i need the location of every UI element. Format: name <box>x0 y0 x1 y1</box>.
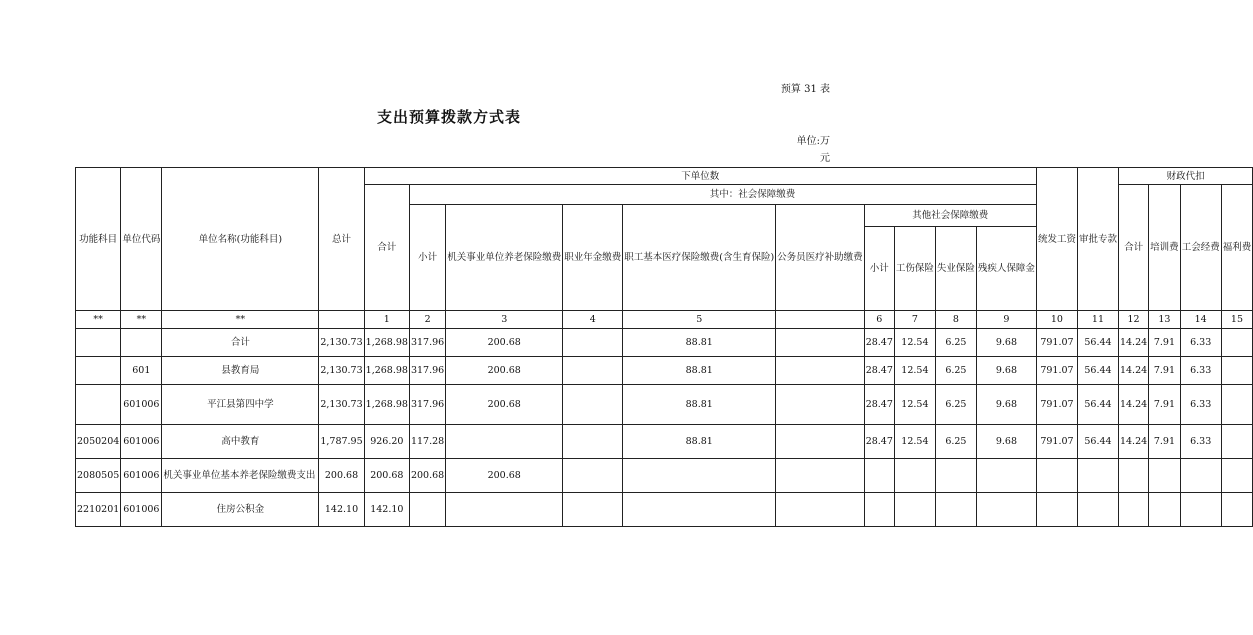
value-cell: 9.68 <box>976 425 1036 459</box>
code-cell: 601 <box>121 357 162 385</box>
func-cell <box>76 329 121 357</box>
index-cell: 3 <box>446 311 563 329</box>
value-cell <box>976 493 1036 527</box>
index-cell: 10 <box>1036 311 1077 329</box>
value-cell: 28.47 <box>864 329 894 357</box>
value-cell <box>776 425 865 459</box>
value-cell: 28.47 <box>864 357 894 385</box>
table-number: 预算 31 表 <box>780 84 830 95</box>
col-training: 培训费 <box>1149 185 1181 311</box>
value-cell: 926.20 <box>364 425 409 459</box>
value-cell: 7.91 <box>1149 357 1181 385</box>
col-welfare: 福利费 <box>1221 185 1253 311</box>
value-cell: 14.24 <box>1118 385 1148 425</box>
value-cell <box>1077 459 1118 493</box>
value-cell: 200.68 <box>409 459 445 493</box>
index-cell: 2 <box>409 311 445 329</box>
index-cell: 4 <box>563 311 623 329</box>
value-cell <box>1077 493 1118 527</box>
value-cell: 6.33 <box>1180 357 1221 385</box>
name-cell: 高中教育 <box>162 425 319 459</box>
value-cell: 9.68 <box>976 385 1036 425</box>
col-injury: 工伤保险 <box>894 227 935 311</box>
value-cell: 12.54 <box>894 385 935 425</box>
value-cell <box>409 493 445 527</box>
value-cell <box>623 493 776 527</box>
value-cell <box>894 459 935 493</box>
value-cell: 14.24 <box>1118 329 1148 357</box>
value-cell: 791.07 <box>1036 329 1077 357</box>
name-cell: 机关事业单位基本养老保险缴费支出 <box>162 459 319 493</box>
value-cell: 317.96 <box>409 329 445 357</box>
func-cell <box>76 357 121 385</box>
col-group-social: 其中：社会保障缴费 <box>409 185 1036 205</box>
value-cell: 200.68 <box>446 357 563 385</box>
code-cell <box>121 329 162 357</box>
value-cell: 88.81 <box>623 385 776 425</box>
col-subtotal-all: 合计 <box>364 185 409 311</box>
value-cell <box>864 493 894 527</box>
value-cell <box>1036 493 1077 527</box>
value-cell: 56.44 <box>1077 329 1118 357</box>
value-cell: 7.91 <box>1149 329 1181 357</box>
index-cell: 8 <box>935 311 976 329</box>
name-cell: 住房公积金 <box>162 493 319 527</box>
value-cell: 142.10 <box>364 493 409 527</box>
index-cell: 5 <box>623 311 776 329</box>
value-cell: 9.68 <box>976 357 1036 385</box>
value-cell <box>864 459 894 493</box>
index-cell: 11 <box>1077 311 1118 329</box>
index-cell: ** <box>162 311 319 329</box>
value-cell <box>623 459 776 493</box>
value-cell: 7.91 <box>1149 385 1181 425</box>
unit-label-line1: 单位:万 <box>796 136 830 147</box>
col-group-other-social: 其他社会保障缴费 <box>864 205 1036 227</box>
index-cell: 12 <box>1118 311 1148 329</box>
table-row <box>76 425 1253 459</box>
value-cell <box>563 459 623 493</box>
value-cell: 317.96 <box>409 385 445 425</box>
total-cell: 2,130.73 <box>319 329 364 357</box>
value-cell <box>776 329 865 357</box>
value-cell: 7.91 <box>1149 425 1181 459</box>
value-cell <box>1221 493 1253 527</box>
value-cell <box>446 425 563 459</box>
value-cell <box>1180 459 1221 493</box>
value-cell <box>935 459 976 493</box>
value-cell: 200.68 <box>446 329 563 357</box>
index-row <box>76 311 1253 329</box>
value-cell <box>935 493 976 527</box>
value-cell: 6.25 <box>935 329 976 357</box>
value-cell <box>976 459 1036 493</box>
col-total: 总计 <box>319 168 364 311</box>
value-cell: 12.54 <box>894 329 935 357</box>
value-cell: 1,268.98 <box>364 329 409 357</box>
col-unemployment: 失业保险 <box>935 227 976 311</box>
page-title: 支出预算拨款方式表 <box>376 108 521 126</box>
value-cell: 6.25 <box>935 425 976 459</box>
col-salary: 统发工资 <box>1036 168 1077 311</box>
unit-label <box>780 133 830 167</box>
value-cell: 117.28 <box>409 425 445 459</box>
value-cell <box>776 493 865 527</box>
value-cell: 791.07 <box>1036 385 1077 425</box>
value-cell <box>1118 459 1148 493</box>
value-cell: 88.81 <box>623 357 776 385</box>
value-cell: 28.47 <box>864 425 894 459</box>
value-cell <box>776 385 865 425</box>
value-cell <box>563 385 623 425</box>
code-cell: 601006 <box>121 385 162 425</box>
value-cell <box>563 329 623 357</box>
value-cell: 200.68 <box>446 459 563 493</box>
index-cell <box>319 311 364 329</box>
value-cell: 6.33 <box>1180 425 1221 459</box>
budget-table <box>75 167 1253 527</box>
name-cell: 合计 <box>162 329 319 357</box>
col-union: 工会经费 <box>1180 185 1221 311</box>
value-cell: 6.33 <box>1180 329 1221 357</box>
index-cell: 9 <box>976 311 1036 329</box>
col-other-subtotal: 小计 <box>864 227 894 311</box>
table-row <box>76 459 1253 493</box>
index-cell: ** <box>121 311 162 329</box>
value-cell <box>1221 329 1253 357</box>
value-cell: 6.25 <box>935 385 976 425</box>
col-unit-name: 单位名称(功能科目) <box>162 168 319 311</box>
value-cell <box>1036 459 1077 493</box>
code-cell: 601006 <box>121 425 162 459</box>
name-cell: 平江县第四中学 <box>162 385 319 425</box>
total-cell: 142.10 <box>319 493 364 527</box>
col-annuity: 职业年金缴费 <box>563 205 623 311</box>
value-cell: 1,268.98 <box>364 357 409 385</box>
index-cell: 15 <box>1221 311 1253 329</box>
value-cell: 6.33 <box>1180 385 1221 425</box>
value-cell <box>1221 357 1253 385</box>
total-cell: 200.68 <box>319 459 364 493</box>
col-pension: 机关事业单位养老保险缴费 <box>446 205 563 311</box>
value-cell <box>1149 493 1181 527</box>
value-cell: 28.47 <box>864 385 894 425</box>
value-cell <box>1149 459 1181 493</box>
value-cell <box>894 493 935 527</box>
table-row <box>76 493 1253 527</box>
name-cell: 县教育局 <box>162 357 319 385</box>
value-cell <box>1180 493 1221 527</box>
value-cell <box>563 425 623 459</box>
value-cell <box>1221 459 1253 493</box>
total-cell: 2,130.73 <box>319 385 364 425</box>
index-cell: 6 <box>864 311 894 329</box>
col-civil-medical: 公务员医疗补助缴费 <box>776 205 865 311</box>
index-cell <box>776 311 865 329</box>
index-cell: ** <box>76 311 121 329</box>
value-cell <box>563 493 623 527</box>
index-cell: 14 <box>1180 311 1221 329</box>
table-row <box>76 329 1253 357</box>
value-cell <box>1221 425 1253 459</box>
total-cell: 1,787.95 <box>319 425 364 459</box>
value-cell <box>1118 493 1148 527</box>
col-disability: 残疾人保障金 <box>976 227 1036 311</box>
value-cell <box>563 357 623 385</box>
index-cell: 7 <box>894 311 935 329</box>
col-medical: 职工基本医疗保险缴费(含生育保险) <box>623 205 776 311</box>
value-cell: 14.24 <box>1118 357 1148 385</box>
value-cell: 200.68 <box>446 385 563 425</box>
value-cell: 791.07 <box>1036 357 1077 385</box>
code-cell: 601006 <box>121 459 162 493</box>
func-cell: 2210201 <box>76 493 121 527</box>
col-special: 审批专款 <box>1077 168 1118 311</box>
value-cell: 9.68 <box>976 329 1036 357</box>
func-cell: 2080505 <box>76 459 121 493</box>
code-cell: 601006 <box>121 493 162 527</box>
value-cell: 12.54 <box>894 357 935 385</box>
value-cell: 12.54 <box>894 425 935 459</box>
value-cell: 88.81 <box>623 425 776 459</box>
col-group-fiscal: 财政代扣 <box>1118 168 1252 185</box>
unit-label-line2: 元 <box>820 153 830 164</box>
col-group-subordinate: 下单位数 <box>364 168 1036 185</box>
col-unit-code: 单位代码 <box>121 168 162 311</box>
index-cell: 13 <box>1149 311 1181 329</box>
value-cell <box>776 459 865 493</box>
value-cell: 56.44 <box>1077 357 1118 385</box>
value-cell <box>776 357 865 385</box>
value-cell <box>446 493 563 527</box>
total-cell: 2,130.73 <box>319 357 364 385</box>
index-cell: 1 <box>364 311 409 329</box>
func-cell <box>76 385 121 425</box>
value-cell: 317.96 <box>409 357 445 385</box>
value-cell <box>1221 385 1253 425</box>
value-cell: 1,268.98 <box>364 385 409 425</box>
value-cell: 200.68 <box>364 459 409 493</box>
col-func-subject: 功能科目 <box>76 168 121 311</box>
col-ss-subtotal: 小计 <box>409 205 445 311</box>
table-row <box>76 385 1253 425</box>
value-cell: 14.24 <box>1118 425 1148 459</box>
value-cell: 88.81 <box>623 329 776 357</box>
value-cell: 56.44 <box>1077 385 1118 425</box>
value-cell: 56.44 <box>1077 425 1118 459</box>
value-cell: 6.25 <box>935 357 976 385</box>
func-cell: 2050204 <box>76 425 121 459</box>
value-cell: 791.07 <box>1036 425 1077 459</box>
table-row <box>76 357 1253 385</box>
col-fiscal-total: 合计 <box>1118 185 1148 311</box>
